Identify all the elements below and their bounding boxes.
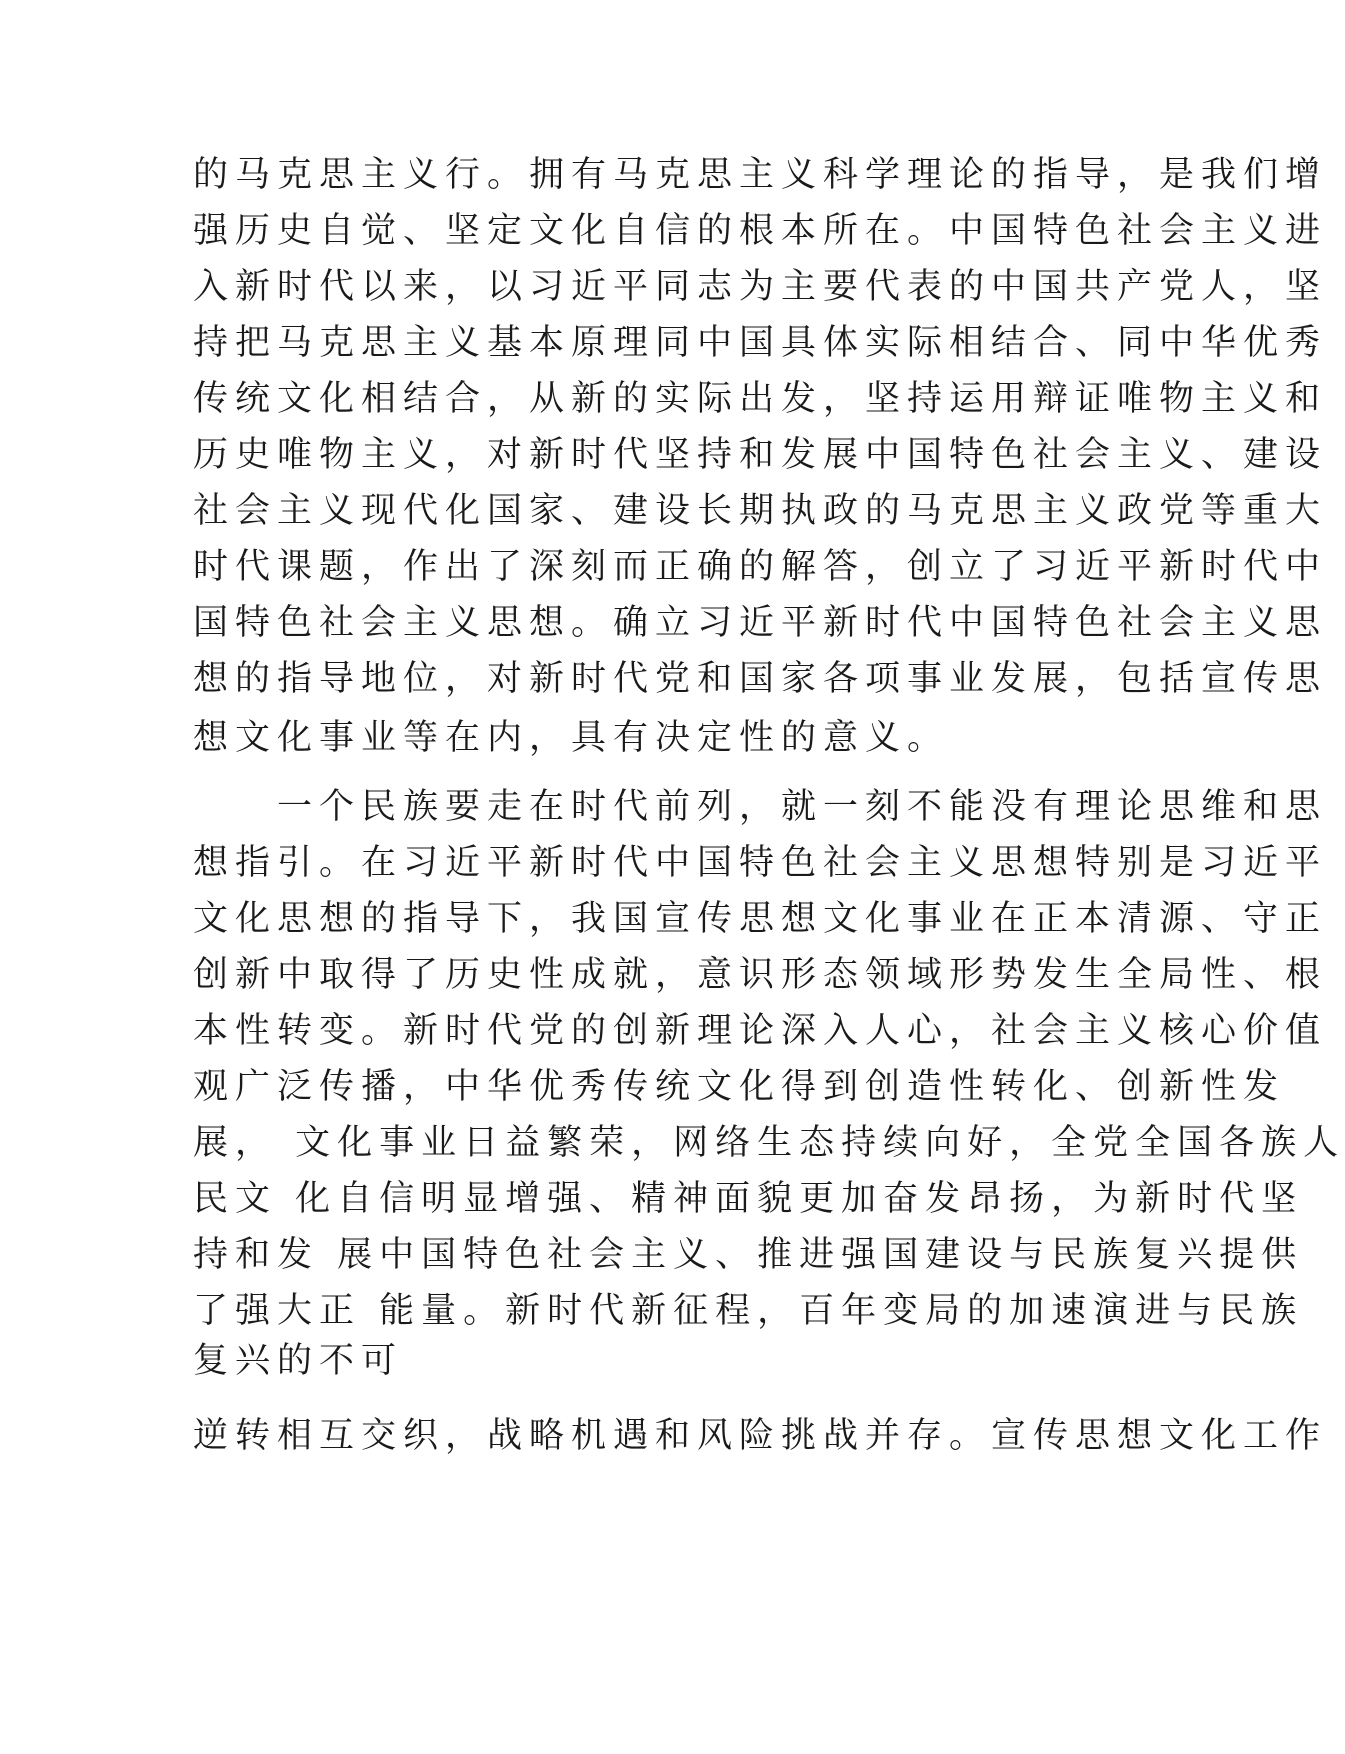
text-line: 想的指导地位，对新时代党和国家各项事业发展，包括宣传思 <box>193 659 1328 699</box>
text-line: 强历史自觉、坚定文化自信的根本所在。中国特色社会主义进 <box>193 211 1328 251</box>
text-line: 持把马克思主义基本原理同中国具体实际相结合、同中华优秀 <box>193 323 1328 363</box>
text-line: 想指引。在习近平新时代中国特色社会主义思想特别是习近平 <box>193 843 1328 883</box>
text-line: 本性转变。新时代党的创新理论深入人心，社会主义核心价值 <box>193 1011 1328 1051</box>
text-line: 入新时代以来，以习近平同志为主要代表的中国共产党人，坚 <box>193 267 1328 307</box>
text-line: 社会主义现代化国家、建设长期执政的马克思主义政党等重大 <box>193 491 1328 531</box>
text-line: 一个民族要走在时代前列，就一刻不能没有理论思维和思 <box>193 787 1328 827</box>
text-line: 文化思想的指导下，我国宣传思想文化事业在正本清源、守正 <box>193 899 1328 939</box>
text-line: 时代课题，作出了深刻而正确的解答，创立了习近平新时代中 <box>193 547 1328 587</box>
text-line: 历史唯物主义，对新时代坚持和发展中国特色社会主义、建设 <box>193 435 1328 475</box>
text-line: 民文 化自信明显增强、精神面貌更加奋发昂扬，为新时代坚 <box>193 1179 1304 1219</box>
text-line: 观广泛传播，中华优秀传统文化得到创造性转化、创新性发 <box>193 1067 1286 1107</box>
text-line: 国特色社会主义思想。确立习近平新时代中国特色社会主义思 <box>193 603 1328 643</box>
text-line: 了强大正 能量。新时代新征程，百年变局的加速演进与民族 <box>193 1291 1304 1331</box>
text-line: 持和发 展中国特色社会主义、推进强国建设与民族复兴提供 <box>193 1235 1304 1275</box>
text-line: 逆转相互交织，战略机遇和风险挑战并存。宣传思想文化工作 <box>193 1416 1328 1456</box>
text-line: 想文化事业等在内，具有决定性的意义。 <box>193 718 950 758</box>
text-line: 创新中取得了历史性成就，意识形态领域形势发生全局性、根 <box>193 955 1328 995</box>
text-line: 传统文化相结合，从新的实际出发，坚持运用辩证唯物主义和 <box>193 379 1328 419</box>
text-line: 展， 文化事业日益繁荣，网络生态持续向好，全党全国各族人 <box>193 1123 1345 1163</box>
text-line: 的马克思主义行。拥有马克思主义科学理论的指导，是我们增 <box>193 155 1328 195</box>
text-line: 复兴的不可 <box>193 1341 404 1381</box>
